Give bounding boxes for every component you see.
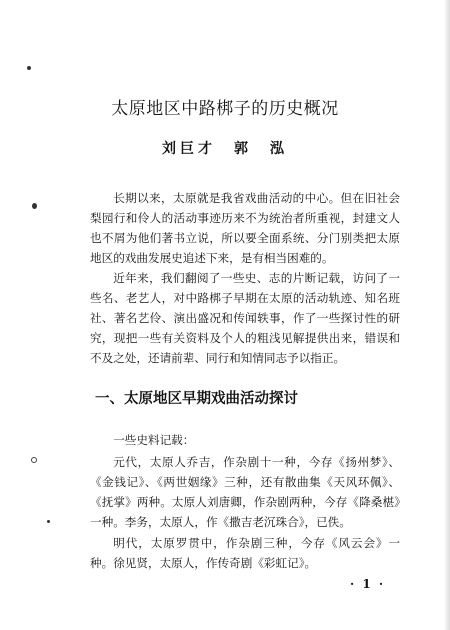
scan-speck-mark (27, 66, 31, 70)
document-title: 太原地区中路梆子的历史概况 (111, 99, 339, 119)
page-number: · 1 · (350, 577, 386, 591)
body-paragraph-4: 明代，太原罗贯中，作杂剧三种，今存《风云会》一种。徐见贤，太原人，作传奇剧《彩虹记》。 (90, 536, 400, 570)
scan-speck-mark (32, 203, 37, 209)
section-intro-line: 一些史料记载： (113, 433, 195, 447)
body-paragraph-3: 元代，太原人乔吉，作杂剧十一种，今存《扬州梦》、《金钱记》、《两世姻缘》三种，还有散曲集《天风环佩》、《抚掌》两种。太原人刘唐卿，作杂剧两种，今存《降桑椹》一种。李务，太原人，作《撒吉老沉珠合》，已佚。 (90, 455, 400, 529)
binding-hole-mark (31, 457, 37, 463)
body-paragraph-2: 近年来，我们翻阅了一些史、志的片断记载，访问了一些名、老艺人，对中路梆子早期在太原的活动轨迹、知名班社、著名艺伶、演出盛况和传闻轶事，作了一些探讨性的研究，现把一些有关资料及个人的粗浅见解提供出来，错误和不及之处，还请前辈、同行和知情同志予以指正。 (90, 271, 400, 365)
section-heading: 一、太原地区早期戏曲活动探讨 (95, 391, 298, 407)
document-authors: 刘巨才 郭 泓 (162, 141, 288, 157)
body-paragraph-1: 长期以来，太原就是我省戏曲活动的中心。但在旧社会梨园行和伶人的活动事迹历来不为统治者所重视，封建文人也不屑为他们著书立说，所以要全面系统、分门别类把太原地区的戏曲发展史追述下来，是有相当困难的。 (90, 191, 400, 265)
scan-speck-mark (47, 520, 50, 523)
